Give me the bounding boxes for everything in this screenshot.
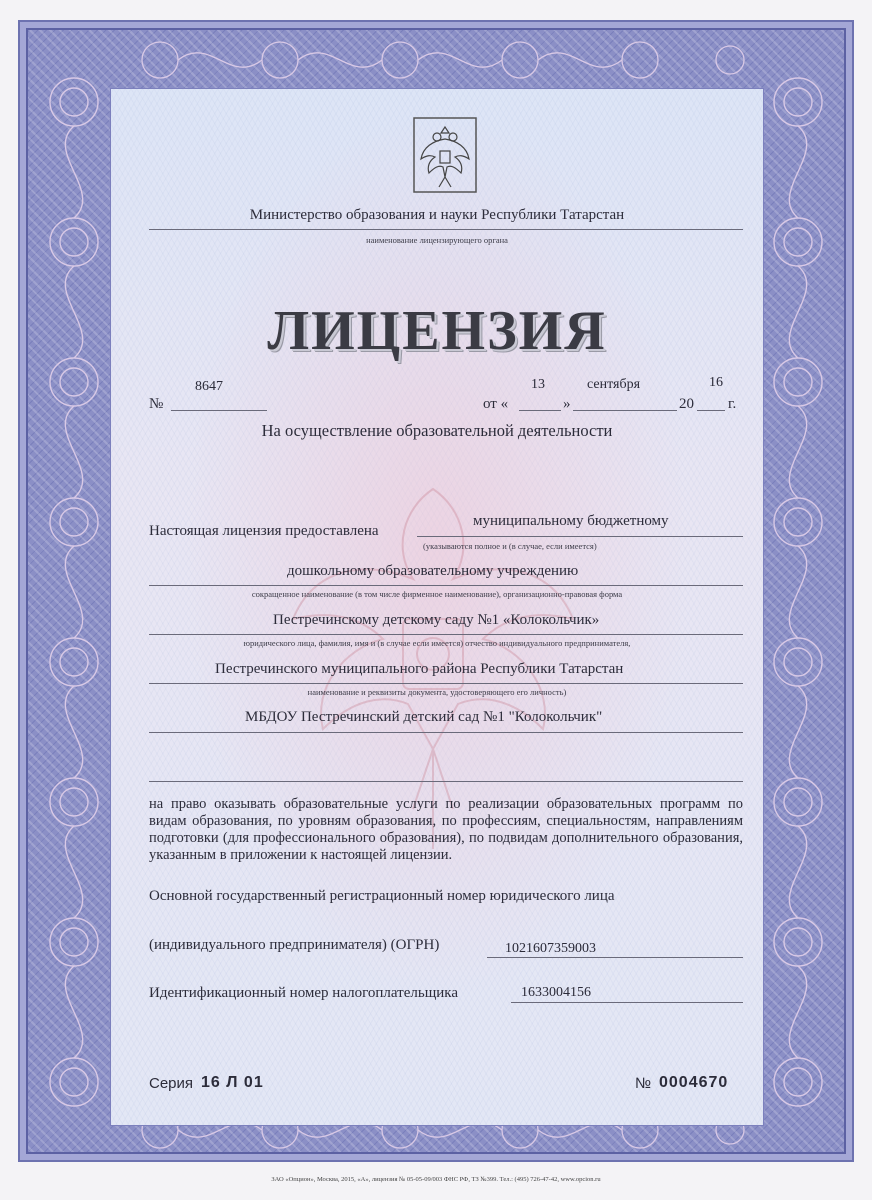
date-month-underline (573, 410, 677, 411)
licensee-hint-2: сокращенное наименование (в том числе фирменное наименование), организационно-правовая форма (251, 589, 623, 599)
licensee-hint-1: (указываются полное и (в случае, если имеется) (423, 541, 597, 551)
licensee-hint-3: юридического лица, фамилия, имя и (в случае если имеется) отчество индивидуального предпринимателя, (243, 638, 631, 648)
date-mid-label: » (563, 396, 571, 412)
licensee-line-2: дошкольному образовательному учреждению (287, 563, 579, 579)
series-value: 16 Л 01 (201, 1074, 264, 1091)
form-number-label: № (635, 1075, 652, 1092)
date-day: 13 (531, 377, 545, 392)
document-title: ЛИЦЕНЗИЯ (267, 300, 607, 362)
printer-note: ЗАО «Опцион», Москва, 2015, «А», лицензия № 05-05-09/003 ФНС РФ, ТЗ №399. Тел.: (495) 726-47-42, www.opcion.ru (271, 1176, 601, 1183)
rights-paragraph: на право оказывать образовательные услуги по реализации образовательных программ по видам образования, по уровням образования, по профессиям, специальностям, направлениям подготовки (для профессионального образования), по подвидам дополнительного образования, указанным в приложении к настоящей лицензии. (149, 796, 743, 863)
licensee-line-1: муниципальному бюджетному (473, 513, 669, 529)
border-ornament-right (758, 42, 838, 1138)
licensee-hint-4: наименование и реквизиты документа, удостоверяющего его личность) (307, 687, 567, 697)
date-day-underline (519, 410, 561, 411)
coat-of-arms-icon (413, 117, 477, 193)
number-label: № (149, 396, 164, 412)
ministry-name: Министерство образования и науки Республики Татарстан (249, 207, 625, 223)
licensee-underline-2 (149, 585, 743, 586)
date-year: 16 (709, 375, 723, 390)
licensee-underline-6 (149, 781, 743, 782)
date-from-label: от « (483, 396, 509, 412)
ministry-hint: наименование лицензирующего органа (366, 235, 508, 245)
licensee-underline-1 (417, 536, 743, 537)
licensee-line-4: Пестречинского муниципального района Республики Татарстан (215, 661, 624, 677)
border-ornament-left (34, 42, 114, 1138)
granted-label: Настоящая лицензия предоставлена (149, 523, 379, 539)
license-field (110, 88, 764, 1126)
series-label: Серия (149, 1075, 194, 1092)
date-month: сентября (587, 377, 641, 392)
licensee-underline-3 (149, 634, 743, 635)
licensee-underline-5 (149, 732, 743, 733)
inn-underline (511, 1002, 743, 1003)
ministry-underline (149, 229, 743, 230)
inn-value: 1633004156 (521, 985, 591, 1000)
license-subject: На осуществление образовательной деятельности (261, 421, 613, 440)
ogrn-label: (индивидуального предпринимателя) (ОГРН) (149, 937, 440, 953)
licensee-line-5: МБДОУ Пестречинский детский сад №1 "Колокольчик" (245, 709, 603, 725)
licensee-underline-4 (149, 683, 743, 684)
border-ornament-top (120, 30, 750, 90)
ogrn-line-1: Основной государственный регистрационный номер юридического лица (149, 888, 615, 904)
date-year-underline (697, 410, 725, 411)
ogrn-value: 1021607359003 (505, 941, 596, 956)
licensee-line-3: Пестречинскому детскому саду №1 «Колокольчик» (273, 612, 600, 628)
ogrn-underline (487, 957, 743, 958)
date-year-prefix: 20 (679, 396, 694, 412)
number-underline (171, 410, 267, 411)
date-suffix: г. (728, 396, 737, 412)
inn-label: Идентификационный номер налогоплательщика (149, 985, 459, 1001)
license-number: 8647 (195, 379, 223, 394)
form-number-value: 0004670 (659, 1074, 729, 1091)
